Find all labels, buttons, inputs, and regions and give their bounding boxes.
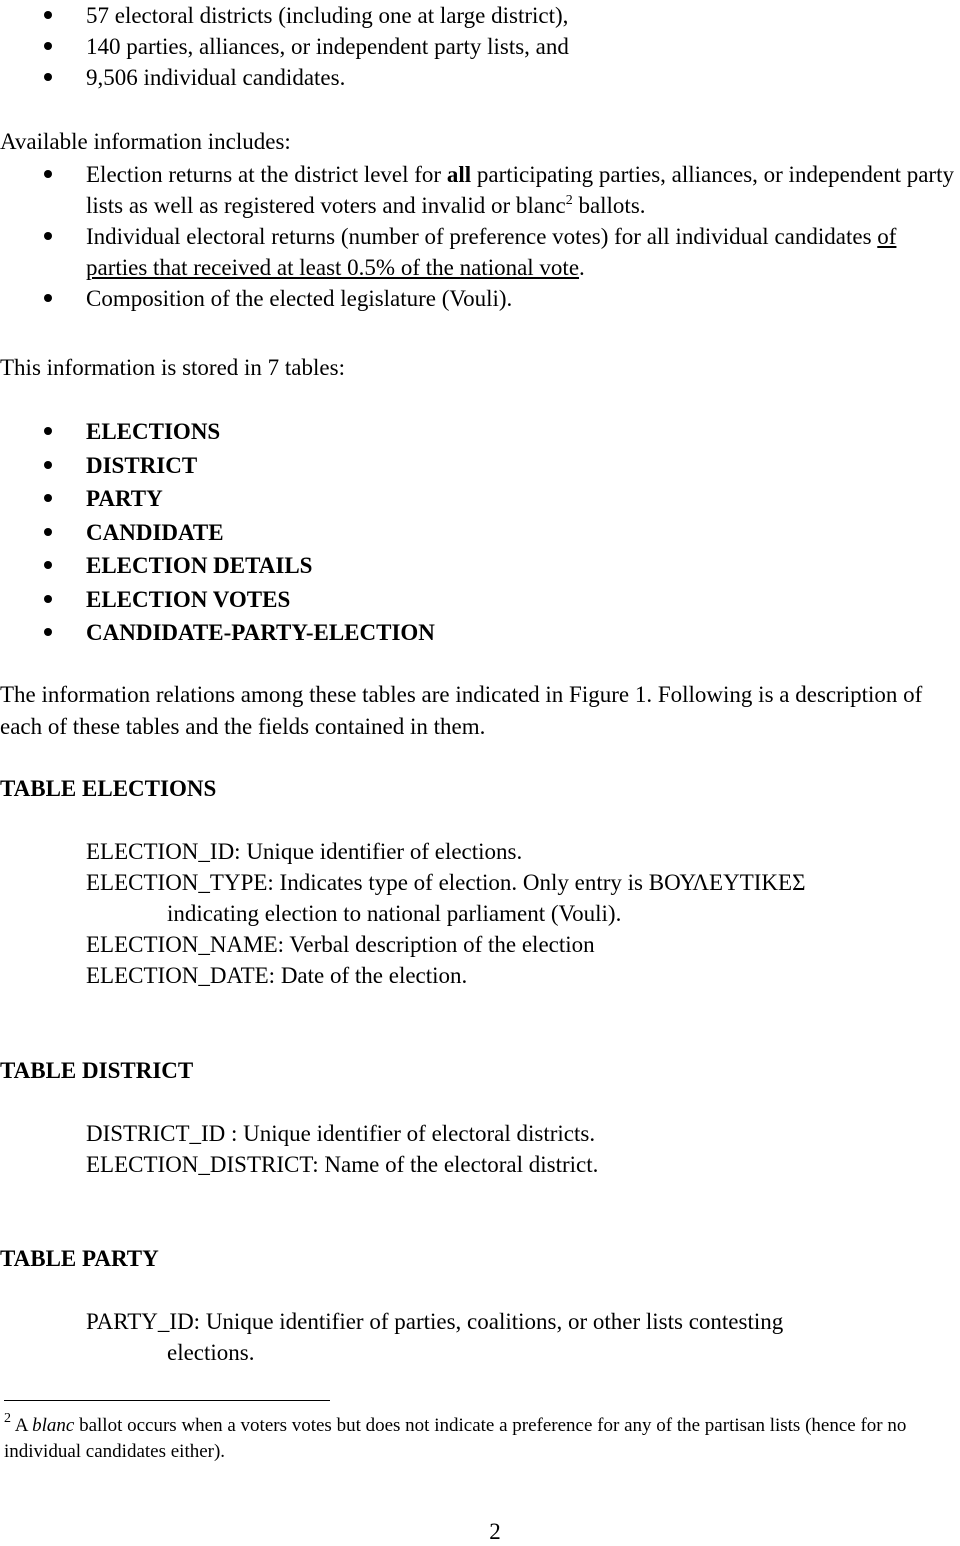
table-name-item: DISTRICT <box>0 450 955 484</box>
item-text: Individual electoral returns (number of preference votes) for all individual candidates <box>86 224 878 249</box>
field-line: ELECTION_NAME: Verbal description of the election <box>86 932 595 957</box>
field-line: PARTY_ID: Unique identifier of parties, coalitions, or other lists contesting <box>86 1309 784 1334</box>
item-text: ballots. <box>572 193 646 218</box>
item-text: participating parties, alliances, or independent party lists as well as registered voters and invalid or blanc <box>86 162 954 218</box>
table-name-item: CANDIDATE <box>0 517 955 551</box>
available-bullet-list <box>0 159 955 314</box>
footnote-ref[interactable]: 2 <box>565 193 573 208</box>
field-line: ELECTION_DISTRICT: Name of the electoral district. <box>86 1152 599 1177</box>
district-fields <box>0 1118 955 1180</box>
field-line: ELECTION_TYPE: Indicates type of election. Only entry is ΒΟΥΛΕΥΤΙΚΕΣ <box>86 870 806 895</box>
section-heading-elections: TABLE ELECTIONS <box>0 776 217 801</box>
footnote-mark: 2 <box>4 1411 11 1426</box>
table-name-item: CANDIDATE-PARTY-ELECTION <box>0 617 955 651</box>
footnote <box>4 1413 959 1465</box>
party-fields <box>0 1306 955 1368</box>
field-line: DISTRICT_ID : Unique identifier of electoral districts. <box>86 1121 596 1146</box>
section-heading-party: TABLE PARTY <box>0 1246 159 1271</box>
list-item: 9,506 individual candidates. <box>0 62 955 93</box>
table-name-item: ELECTIONS <box>0 416 955 450</box>
relations-paragraph: The information relations among these tables are indicated in Figure 1. Following is a description of each of these tables and the fields contained in them. <box>0 682 923 739</box>
footnote-text: A <box>11 1415 33 1436</box>
list-item: 57 electoral districts (including one at large district), <box>0 0 955 31</box>
list-item <box>0 221 955 283</box>
intro-bullet-list <box>0 0 955 93</box>
field-line: ELECTION_DATE: Date of the election. <box>86 963 468 988</box>
italic-word: blanc <box>32 1415 75 1436</box>
table-name-item: PARTY <box>0 483 955 517</box>
list-item <box>0 159 955 221</box>
available-lead: Available information includes: <box>0 129 291 154</box>
elections-fields <box>0 836 955 991</box>
page-number: 2 <box>489 1519 501 1544</box>
bold-word: all <box>446 162 472 187</box>
list-item: Composition of the elected legislature (Vouli). <box>0 283 955 314</box>
list-item: 140 parties, alliances, or independent party lists, and <box>0 31 955 62</box>
item-text: . <box>579 255 585 280</box>
section-heading-district: TABLE DISTRICT <box>0 1058 194 1083</box>
item-text: Election returns at the district level for <box>86 162 447 187</box>
field-line-continuation: elections. <box>167 1340 255 1365</box>
tables-list <box>0 416 955 651</box>
table-name-item: ELECTION VOTES <box>0 584 955 618</box>
footnote-divider <box>4 1400 330 1401</box>
field-line-continuation: indicating election to national parliament (Vouli). <box>167 901 622 926</box>
underlined-text: of parties that received at least 0.5% of the national vote <box>86 224 897 280</box>
tables-intro: This information is stored in 7 tables: <box>0 355 345 380</box>
field-line: ELECTION_ID: Unique identifier of elections. <box>86 839 523 864</box>
footnote-text: ballot occurs when a voters votes but does not indicate a preference for any of the partisan lists (hence for no individual candidates either). <box>4 1415 907 1462</box>
table-name-item: ELECTION DETAILS <box>0 550 955 584</box>
